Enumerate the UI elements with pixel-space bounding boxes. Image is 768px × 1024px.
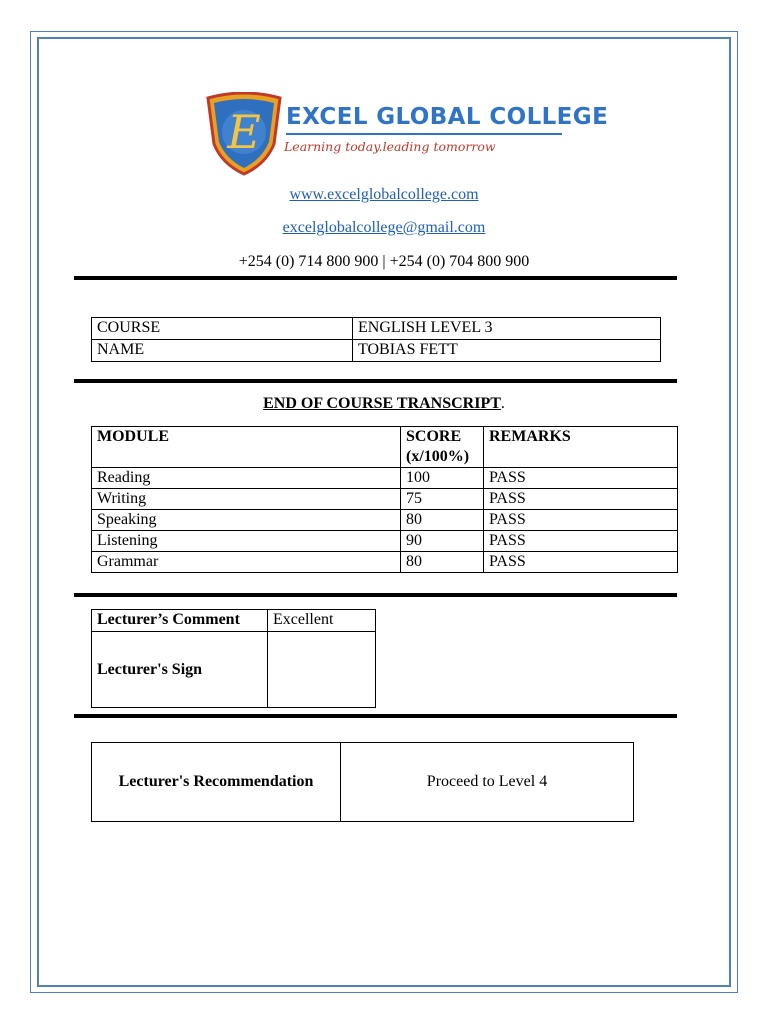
college-logo [204,92,609,176]
recommendation-table [91,742,634,822]
student-info-table [91,317,661,362]
module-cell: Writing [92,489,401,510]
transcript-table [91,426,678,573]
shield-crest-icon [204,92,284,176]
logo-letter: E [227,105,261,159]
comment-value: Excellent [268,610,376,632]
module-cell: Speaking [92,510,401,531]
module-cell: Reading [92,468,401,489]
college-name-underline [286,133,562,135]
course-label: COURSE [92,318,353,340]
table-row [92,510,678,531]
divider-rule [74,714,677,718]
name-label: NAME [92,340,353,362]
recommendation-label: Lecturer's Recommendation [92,743,341,822]
remarks-cell: PASS [484,531,678,552]
course-value: ENGLISH LEVEL 3 [353,318,661,340]
score-cell: 80 [401,552,484,573]
table-row [92,531,678,552]
module-cell: Listening [92,531,401,552]
phone-numbers: +254 (0) 714 800 900 | +254 (0) 704 800 900 [238,253,530,270]
transcript-title [0,395,768,413]
score-cell: 80 [401,510,484,531]
college-tagline: Learning today.leading tomorrow [284,139,496,154]
table-row [92,318,661,340]
divider-rule [74,593,677,597]
comment-label: Lecturer’s Comment [92,610,268,632]
remarks-cell: PASS [484,468,678,489]
score-cell: 90 [401,531,484,552]
email-link[interactable]: excelglobalcollege@gmail.com [282,219,486,236]
website-link[interactable]: www.excelglobalcollege.com [289,186,479,203]
table-row [92,610,376,632]
remarks-cell: PASS [484,552,678,573]
table-header-row [92,427,678,468]
score-header: SCORE (x/100%) [401,427,484,468]
remarks-header: REMARKS [484,427,678,468]
score-cell: 75 [401,489,484,510]
sign-value [268,632,376,708]
module-cell: Grammar [92,552,401,573]
recommendation-value: Proceed to Level 4 [341,743,634,822]
table-row [92,632,376,708]
college-name: EXCEL GLOBAL COLLEGE [286,104,609,130]
score-cell: 100 [401,468,484,489]
table-row [92,340,661,362]
sign-label: Lecturer's Sign [92,632,268,708]
divider-rule [74,276,677,280]
table-row [92,468,678,489]
transcript-title-suffix: . [500,395,505,412]
table-row [92,552,678,573]
table-row [92,743,634,822]
remarks-cell: PASS [484,510,678,531]
name-value: TOBIAS FETT [353,340,661,362]
module-header: MODULE [92,427,401,468]
divider-rule [74,379,677,383]
lecturer-table [91,609,376,708]
remarks-cell: PASS [484,489,678,510]
transcript-title-text: END OF COURSE TRANSCRIPT [263,395,501,412]
table-row [92,489,678,510]
